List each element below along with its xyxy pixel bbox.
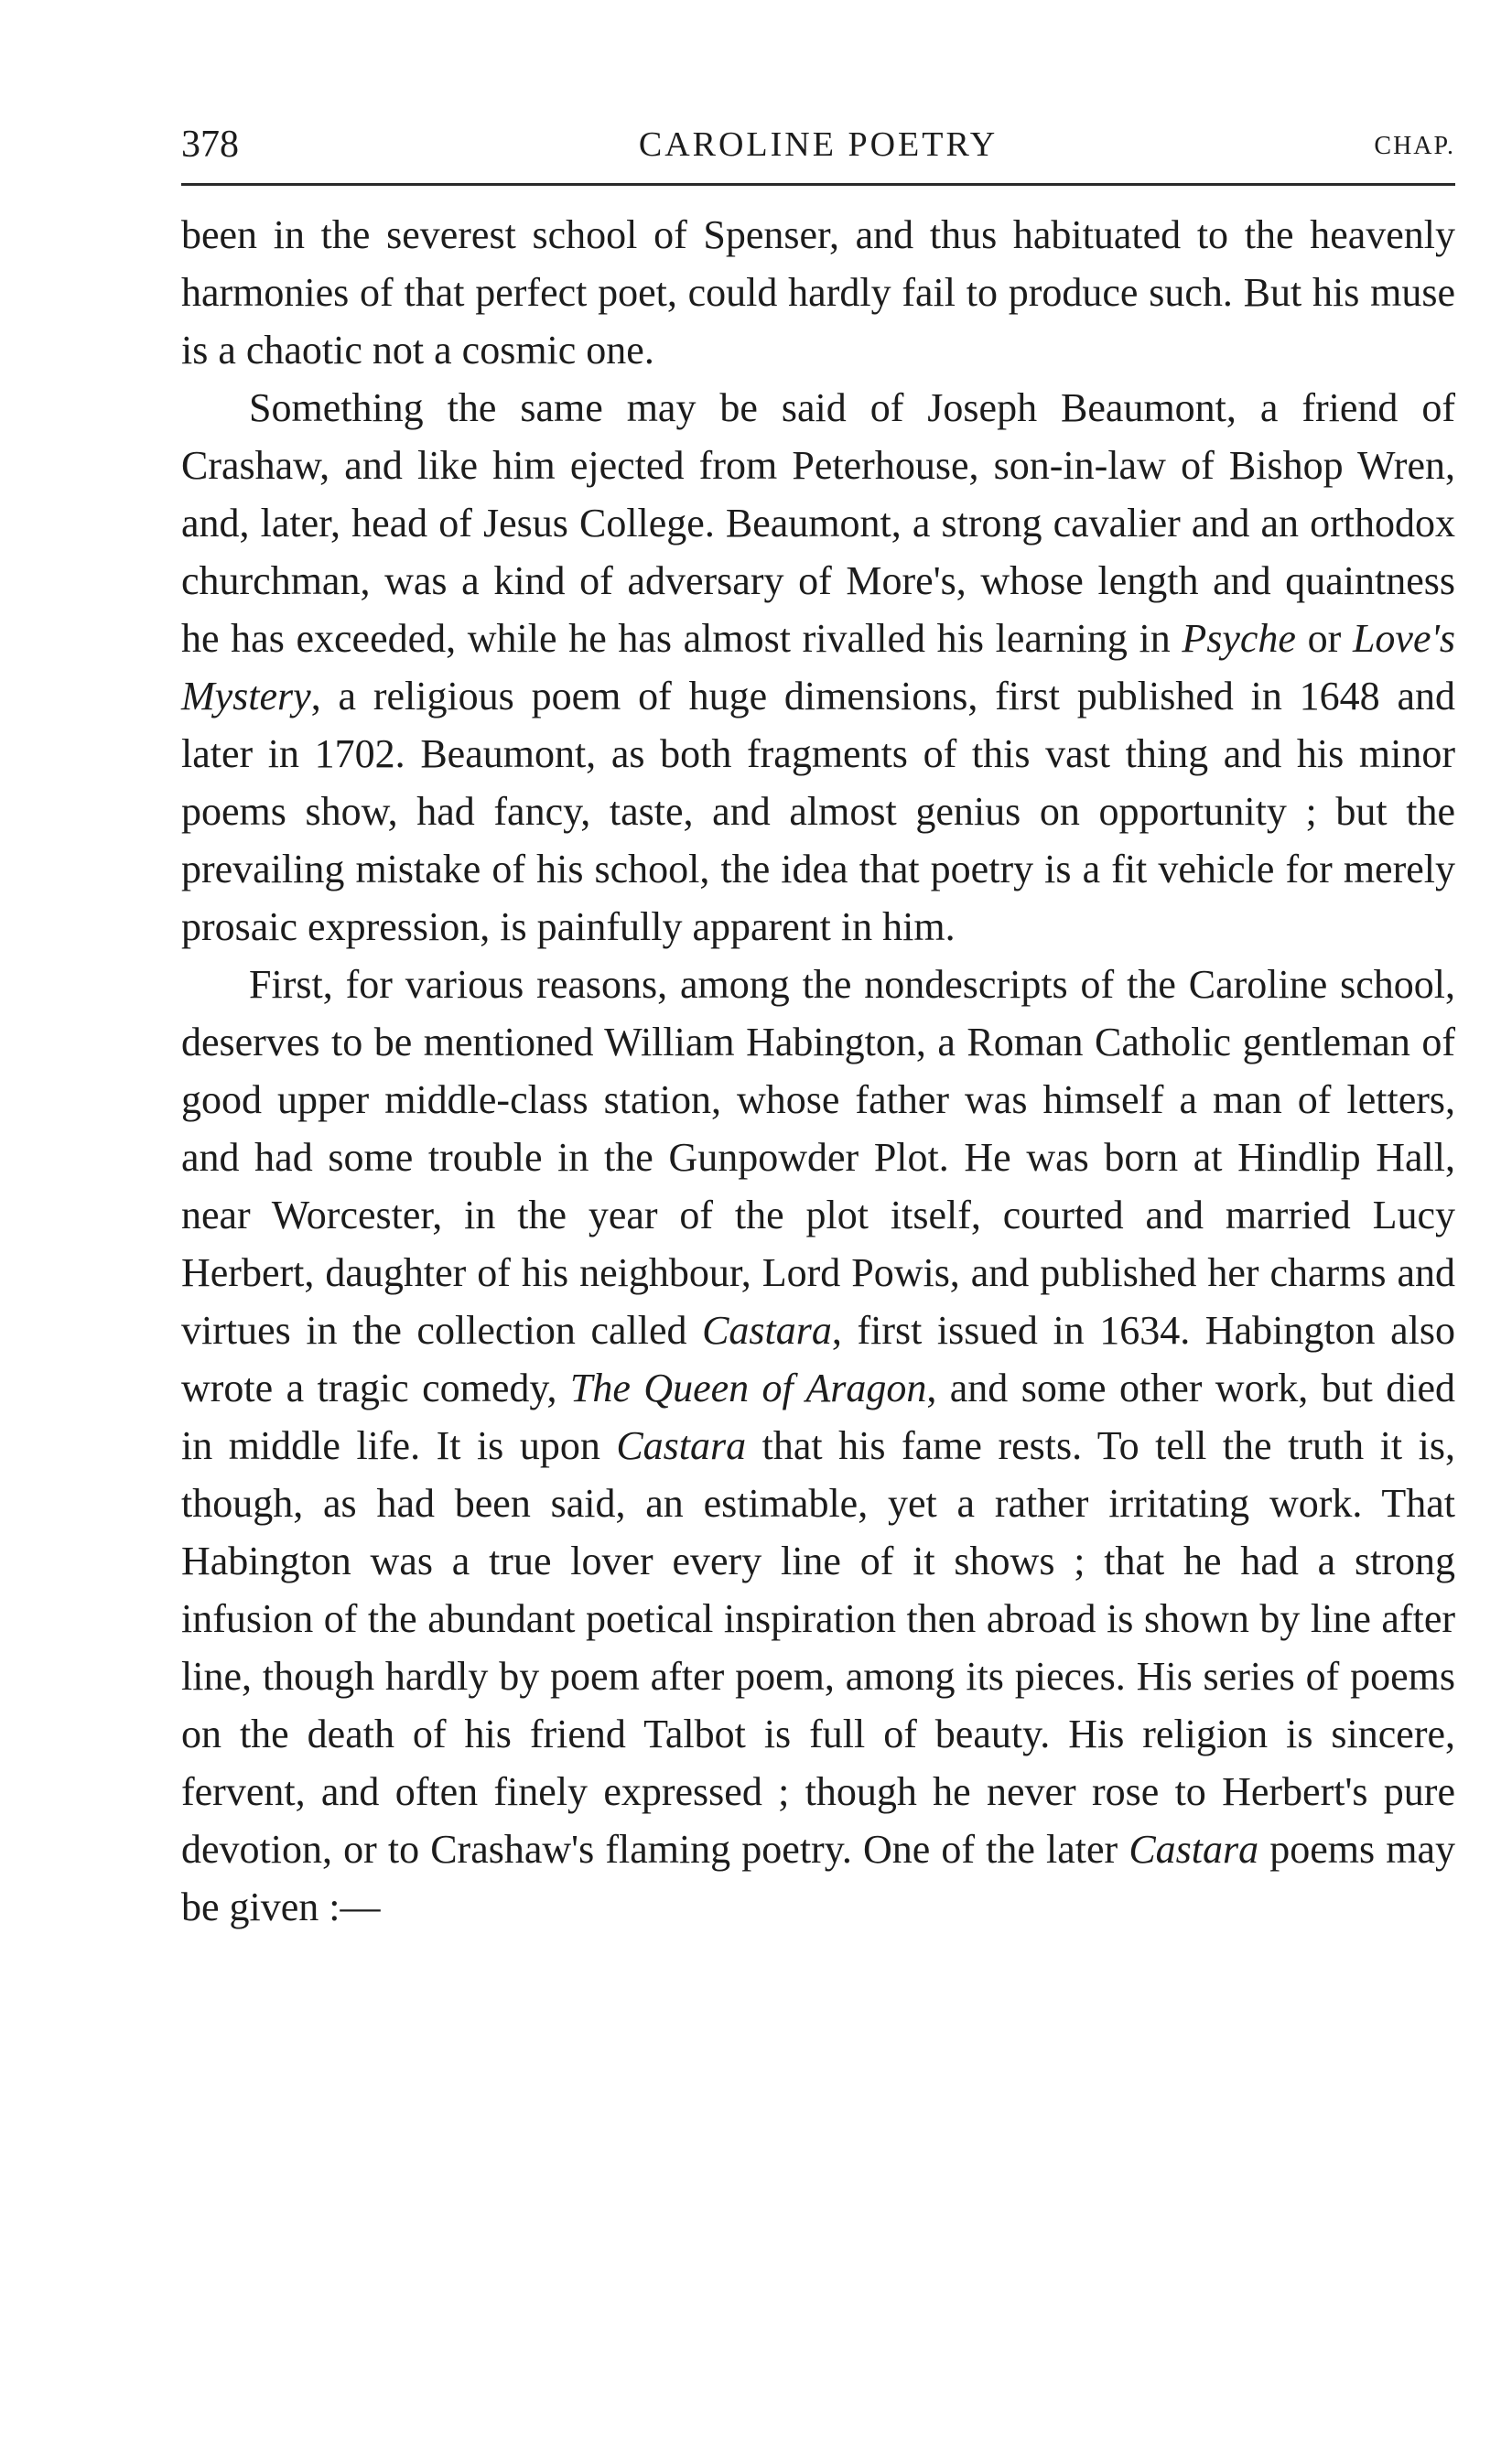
header-rule xyxy=(181,183,1455,186)
italic-title: Castara xyxy=(702,1308,832,1353)
text-segment: or xyxy=(1295,616,1353,661)
page-header xyxy=(181,119,1455,176)
text-segment: , first issued in 1634. Habington also wrote a tragic comedy, xyxy=(181,1308,1455,1410)
paragraph xyxy=(181,956,1455,1936)
text-segment: that his fame rests. To tell the truth it is, though, as had been said, an estimable, yet a rather irritating work. That Habington was a true lover every line of it shows ; that he had a strong infusion of the abundant poetical inspiration then abroad is shown by line after line, though hardly by poem after poem, among its pieces. His series of poems on the death of his friend Talbot is full of beauty. His religion is sincere, fervent, and often finely expressed ; though he never rose to Herbert's pure devotion, or to Crashaw's flaming poetry. One of the later xyxy=(181,1423,1455,1872)
body-text xyxy=(181,206,1455,1936)
text-segment: been in the severest school of Spenser, and thus habituated to the heavenly harmonies of that perfect poet, could hardly fail to produce such. But his muse is a chaotic not a cosmic one. xyxy=(181,212,1455,373)
text-segment: poems may be given :— xyxy=(181,1827,1456,1929)
text-segment: , and some other work, but died in middle life. It is upon xyxy=(181,1366,1456,1468)
page-number: 378 xyxy=(181,124,239,166)
chapter-label: CHAP. xyxy=(1374,132,1455,160)
running-title: CAROLINE POETRY xyxy=(638,125,999,164)
italic-title: The Queen of Aragon xyxy=(569,1366,927,1410)
book-page xyxy=(181,119,1455,1936)
italic-title: Psyche xyxy=(1182,616,1296,661)
text-segment: , a religious poem of huge dimensions, first published in 1648 and later in 1702. Beaumont, as both fragments of this vast thing and his minor poems show, had fancy, taste, and almost genius on opportunity ; but the prevailing mistake of his school, the idea that poetry is a fit vehicle for merely prosaic expression, is painfully apparent in him. xyxy=(181,674,1455,949)
italic-title: Love's Mystery xyxy=(181,616,1455,718)
paragraph xyxy=(181,379,1455,956)
text-segment: Something the same may be said of Joseph Beaumont, a friend of Crashaw, and like him ejected from Peterhouse, son-in-law of Bishop Wren, and, later, head of Jesus College. Beaumont, a strong cavalier and an orthodox churchman, was a kind of adversary of More's, whose length and quaintness he has exceeded, while he has almost rivalled his learning in xyxy=(181,385,1455,661)
italic-title: Castara xyxy=(616,1423,747,1468)
paragraph xyxy=(181,206,1455,379)
text-segment: First, for various reasons, among the nondescripts of the Caroline school, deserves to be mentioned William Habington, a Roman Catholic gentleman of good upper middle-class station, whose father was himself a man of letters, and had some trouble in the Gunpowder Plot. He was born at Hindlip Hall, near Worcester, in the year of the plot itself, courted and married Lucy Herbert, daughter of his neighbour, Lord Powis, and published her charms and virtues in the collection called xyxy=(181,962,1455,1353)
italic-title: Castara xyxy=(1129,1827,1259,1872)
